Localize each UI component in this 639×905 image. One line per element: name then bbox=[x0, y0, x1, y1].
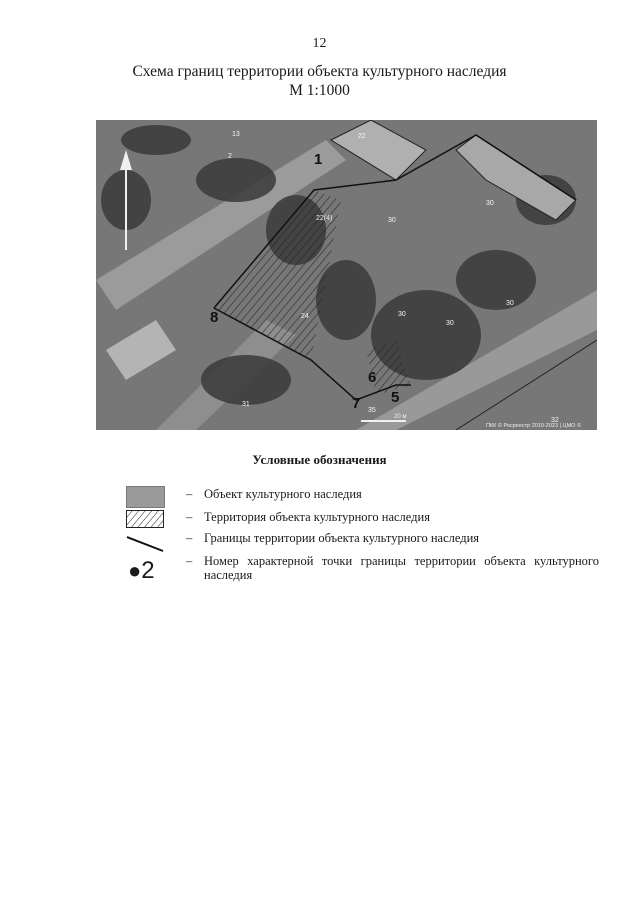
legend-item-text: Границы территории объекта культурного наследия bbox=[204, 531, 480, 545]
gray-fill-icon bbox=[126, 486, 165, 508]
map-svg bbox=[96, 120, 597, 430]
parcel-label: 31 bbox=[242, 401, 250, 408]
boundary-point-number: 1 bbox=[314, 151, 323, 168]
parcel-label: 13 bbox=[232, 131, 240, 138]
boundary-point-number: 8 bbox=[210, 309, 219, 326]
parcel-label: 30 bbox=[486, 200, 494, 207]
scale-bar-label: 20 м bbox=[394, 414, 407, 420]
parcel-label: 32 bbox=[551, 417, 559, 424]
legend-dash: – bbox=[186, 531, 193, 545]
scale-bar bbox=[361, 420, 406, 422]
parcel-label: 22 bbox=[358, 133, 366, 140]
title-line-1: Схема границ территории объекта культурного наследия bbox=[132, 63, 507, 80]
legend-item-text: Объект культурного наследия bbox=[204, 487, 362, 501]
map-copyright: ПКК © Росреестр 2010-2023 | ЦМО © bbox=[486, 423, 582, 429]
legend-dash: – bbox=[186, 554, 193, 568]
parcel-label: 30 bbox=[388, 217, 396, 224]
aerial-map bbox=[96, 120, 597, 430]
parcel-label: 30 bbox=[398, 311, 406, 318]
page-title bbox=[0, 62, 639, 100]
legend-item-text: Номер характерной точки границы территории объекта культурного наследия bbox=[204, 554, 599, 582]
parcel-label: 24 bbox=[301, 313, 309, 320]
legend-dash: – bbox=[186, 487, 193, 501]
page-number: 12 bbox=[312, 36, 327, 51]
legend-dash: – bbox=[186, 510, 193, 524]
parcel-label: 35 bbox=[368, 407, 376, 414]
parcel-label: 30 bbox=[446, 320, 454, 327]
parcel-label: 22(4) bbox=[316, 215, 333, 222]
boundary-point-number: 7 bbox=[352, 395, 361, 412]
point-number-icon: ●2 bbox=[128, 557, 155, 584]
parcel-label: 30 bbox=[506, 300, 514, 307]
hatch-fill-icon bbox=[126, 510, 164, 528]
title-scale: М 1:1000 bbox=[289, 82, 350, 99]
legend-item-text: Территория объекта культурного наследия bbox=[204, 510, 430, 524]
parcel-label: 2 bbox=[228, 153, 232, 160]
legend-heading: Условные обозначения bbox=[252, 452, 387, 467]
point-number-sample: 2 bbox=[141, 557, 155, 584]
boundary-point-number: 6 bbox=[368, 369, 377, 386]
boundary-line-icon bbox=[126, 535, 164, 553]
boundary-point-number: 5 bbox=[391, 389, 400, 406]
